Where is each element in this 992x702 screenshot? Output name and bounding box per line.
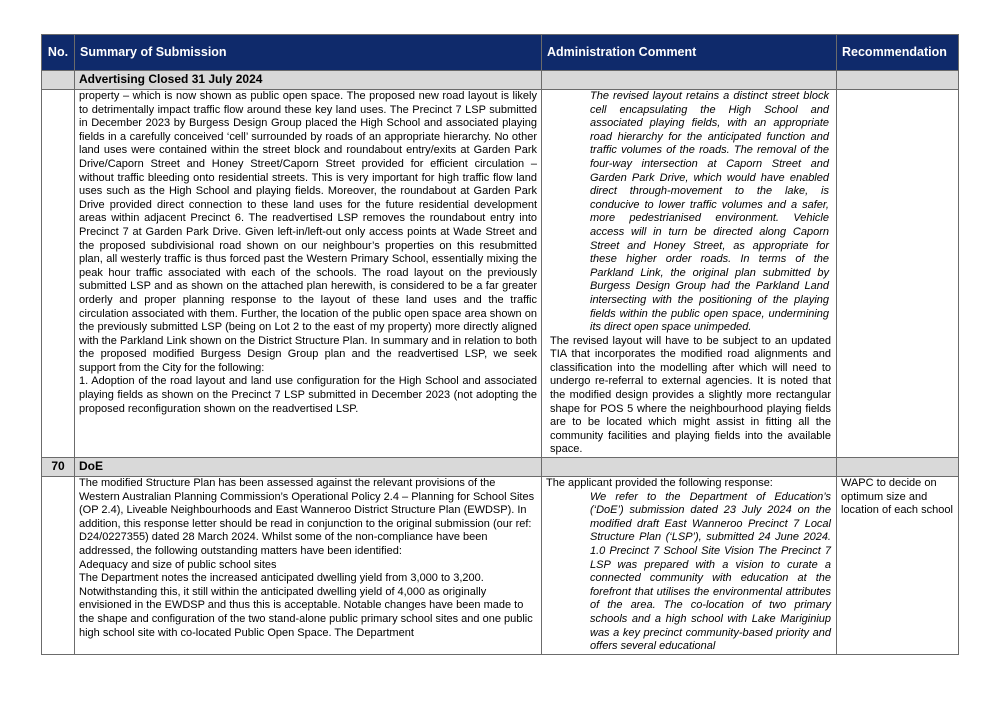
header-row (42, 35, 959, 71)
comment-quote: We refer to the Department of Education’s (‘DoE’) submission dated 23 July 2024 on the modified draft East Wanneroo Precinct 7 Local Structure Plan (‘LSP’), submitted 24 June 2024. 1.0 Precinct 7 School Site Vision The Precinct 7 LSP was prepared with a vision to curate a connected community with education at the forefront that utilises the environmental attributes of the area. The co-location of two primary schools and a high school with Lake Mariginiup was a key precinct community-based priority and offers several educational (590, 490, 831, 653)
section-heading-number-cell (42, 71, 75, 90)
summary-subheading: Adequacy and size of public school sites (79, 558, 277, 571)
row-70-heading (42, 458, 959, 477)
section-heading: Advertising Closed 31 July 2024 (75, 71, 542, 90)
header-comment: Administration Comment (542, 35, 837, 71)
table-row (42, 90, 959, 458)
comment-cell (542, 90, 837, 458)
recommendation-cell: WAPC to decide on optimum size and location of each school (837, 477, 959, 655)
summary-text: property – which is now shown as public open space. The proposed new road layout is likely to detrimentally impact traffic flow around these key land uses. The Precinct 7 LSP submitted in December 2023 by Burgess Design Group placed the High School and associated playing fields in a carefully conceived ‘cell’ surrounded by roads of an appropriate hierarchy. No other land uses were contained within the street block and roundabout entry/exits at Garden Park Drive/Caporn Street and Honey Street/Caporn Street provided for efficient circulation – without traffic bleeding onto residential streets. This is very important for high traffic flow land uses such as the High School and playing fields. Moreover, the roundabout at Garden Park Drive provided direct connection to these land uses for the future residential development areas within adjacent Precinct 6. The readvertised LSP removes the roundabout entry into Precinct 7 at Garden Park Drive. Given left-in/left-out only access points at Wade Street and the proposed subdivisional road shown on our neighbour’s properties on this resubmitted plan, all westerly traffic is thus forced past the Western Primary School, essentially mixing the peak hour traffic associated with each of the schools. The road layout on the previously submitted LSP and as shown on the attached plan herewith, is considered to be a far greater orderly and proper planning response to the layout of these land uses and the traffic circulation associated with them. Further, the location of the public open space area shown on the previously submitted LSP (being on Lot 2 to the east of my property) more directly aligned with the Parkland Link shown on the District Structure Plan. In summary and in relation to both the proposed modified Burgess Design Group plan and the readvertised LSP, we seek support from the City for the following: (79, 90, 537, 374)
row-number: 70 (42, 458, 75, 477)
summary-list-item: 1. Adoption of the road layout and land use configuration for the High School and associated playing fields as shown on the Precinct 7 LSP submitted in December 2023 (not adopting the proposed reconfiguration shown on the readvertised LSP. (79, 375, 537, 415)
summary-cell (75, 477, 542, 655)
header-no: No. (42, 35, 75, 71)
table-row (42, 477, 959, 655)
summary-paragraph: The Department notes the increased anticipated dwelling yield from 3,000 to 3,200. Notwithstanding this, it still within the anticipated dwelling yield of 4,000 as originally envisioned in the EWDSP and thus this is acceptable. Notable changes have been made to the shape and configuration of the two stand-alone public primary school sites and one public high school site with co-located Public Open Space. The Department (79, 572, 533, 639)
section-heading-row (42, 71, 959, 90)
row-number-cell (42, 477, 75, 655)
comment-text: The revised layout will have to be subject to an updated TIA that incorporates the modified road alignments and classification into the modelling after which will need to undergo re-referral to external agencies. It is noted that the modified design provides a slightly more rectangular shape for POS 5 where the neighbourhood playing fields are to be located which might assist in fitting all the community facilities and playing fields into the available space. (550, 334, 831, 456)
submitter-name: DoE (75, 458, 542, 477)
summary-cell (75, 90, 542, 458)
comment-cell (542, 477, 837, 655)
header-summary: Summary of Submission (75, 35, 542, 71)
header-recommendation: Recommendation (837, 35, 959, 71)
comment-quote: The revised layout retains a distinct street block cell encapsulating the High School and associated playing fields, with an appropriate road hierarchy for the anticipated function and traffic volumes of the roads. The removal of the four-way intersection at Caporn Street and Garden Park Drive, which would have enabled direct through-movement to the lake, is conducive to lower traffic volumes and a safer, more pedestrianised environment. Vehicle access will in turn be directed along Caporn Street and Honey Street, as appropriate for these higher order roads. In terms of the Parkland Link, the original plan submitted by Burgess Design Group had the Parkland Land intersecting with the positioning of the playing fields within the public open space, undermining its direct open space unimpeded. (590, 90, 829, 334)
summary-paragraph: The modified Structure Plan has been assessed against the relevant provisions of the Western Australian Planning Commission’s Operational Policy 2.4 – Planning for School Sites (OP 2.4), Liveable Neighbourhoods and East Wanneroo District Structure Plan (EWDSP). In addition, this response letter should be read in conjunction to the original submission (our ref: D24/0227355) dated 28 March 2024. Whilst some of the non-compliance have been addressed, the following outstanding matters have been identified: (79, 477, 535, 557)
submissions-table (41, 34, 959, 655)
comment-intro: The applicant provided the following response: (546, 477, 773, 490)
row-number-cell (42, 90, 75, 458)
recommendation-cell (837, 90, 959, 458)
